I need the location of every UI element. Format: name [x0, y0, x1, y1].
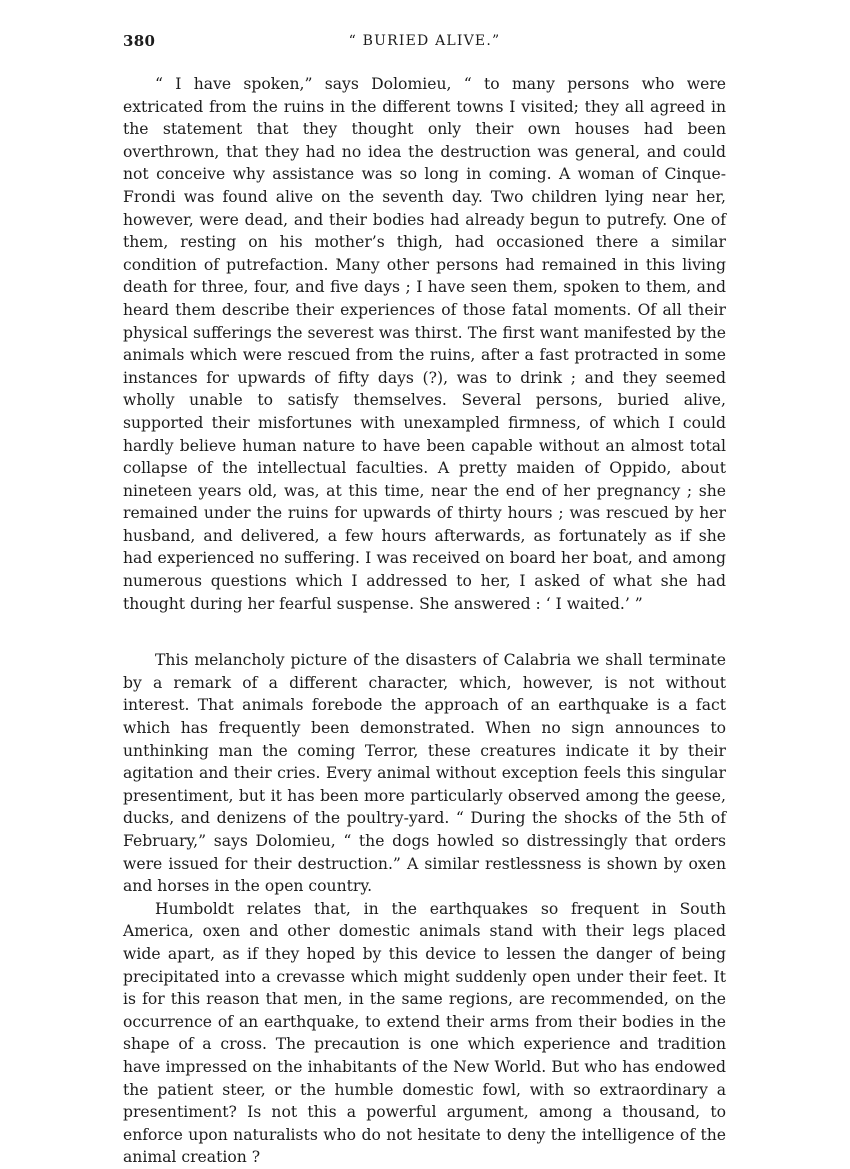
paragraph-animal-forebode: This melancholy picture of the disasters of Calabria we shall terminate by a remark of a different character, which, however, is not without interest. That animals forebode the approach of an earthquake is a fact which has frequently been demonstrated. When no sign announces to unthinking man the coming Terror, these creatures indicate it by their agitation and their cries. Every animal without exception feels this singular presentiment, but it has been more particularly observed among the geese, ducks, and denizens of the poultry-yard. “ During the shocks of the 5th of February,” says Dolomieu, “ the dogs howled so distressingly that orders were issued for their destruction.” A similar restlessness is shown by oxen and horses in the open country.: [123, 651, 726, 896]
running-header: [123, 32, 726, 56]
paragraph-dolomieu-quote: “ I have spoken,” says Dolomieu, “ to many persons who were extricated from the ruins in the different towns I visited; they all agreed in the statement that they thought only their own houses had been overthrown, that they had no idea the destruction was general, and could not conceive why assistance was so long in coming. A woman of Cinque-Frondi was found alive on the seventh day. Two children lying near her, however, were dead, and their bodies had already begun to putrefy. One of them, resting on his mother’s thigh, had occasioned there a similar condition of putrefaction. Many other persons had remained in this living death for three, four, and five days ; I have seen them, spoken to them, and heard them describe their experiences of those fatal moments. Of all their physical sufferings the severest was thirst. The first want manifested by the animals which were rescued from the ruins, after a fast protracted in some instances for upwards of fifty days (?), was to drink ; and they seemed wholly unable to satisfy themselves. Several persons, buried alive, supported their misfortunes with unexampled firmness, of which I could hardly believe human nature to have been capable without an almost total collapse of the intellectual faculties. A pretty maiden of Oppido, about nineteen years old, was, at this time, near the end of her pregnancy ; she remained under the ruins for upwards of thirty hours ; was rescued by her husband, and delivered, a few hours afterwards, as fortunately as if she had experienced no suffering. I was received on board her boat, and among numerous questions which I addressed to her, I asked of what she had thought during her fearful suspense. She answered : ‘ I waited.’ ”: [123, 75, 726, 613]
page-number: 380: [123, 32, 156, 50]
paragraph-humboldt: Humboldt relates that, in the earthquakes so frequent in South America, oxen and other domestic animals stand with their legs placed wide apart, as if they hoped by this device to lessen the danger of being precipitated into a crevasse which might suddenly open under their feet. It is for this reason that men, in the same regions, are recommended, on the occurrence of an earthquake, to extend their arms from their bodies in the shape of a cross. The precaution is one which experience and tradition have impressed on the inhabitants of the New World. But who has endowed the patient steer, or the humble domestic fowl, with so extraordinary a presentiment? Is not this a powerful argument, among a thousand, to enforce upon naturalists who do not hesitate to deny the intelligence of the animal creation ?: [123, 899, 726, 1167]
body-text: [123, 73, 726, 1169]
running-title: “ BURIED ALIVE.”: [348, 33, 501, 49]
